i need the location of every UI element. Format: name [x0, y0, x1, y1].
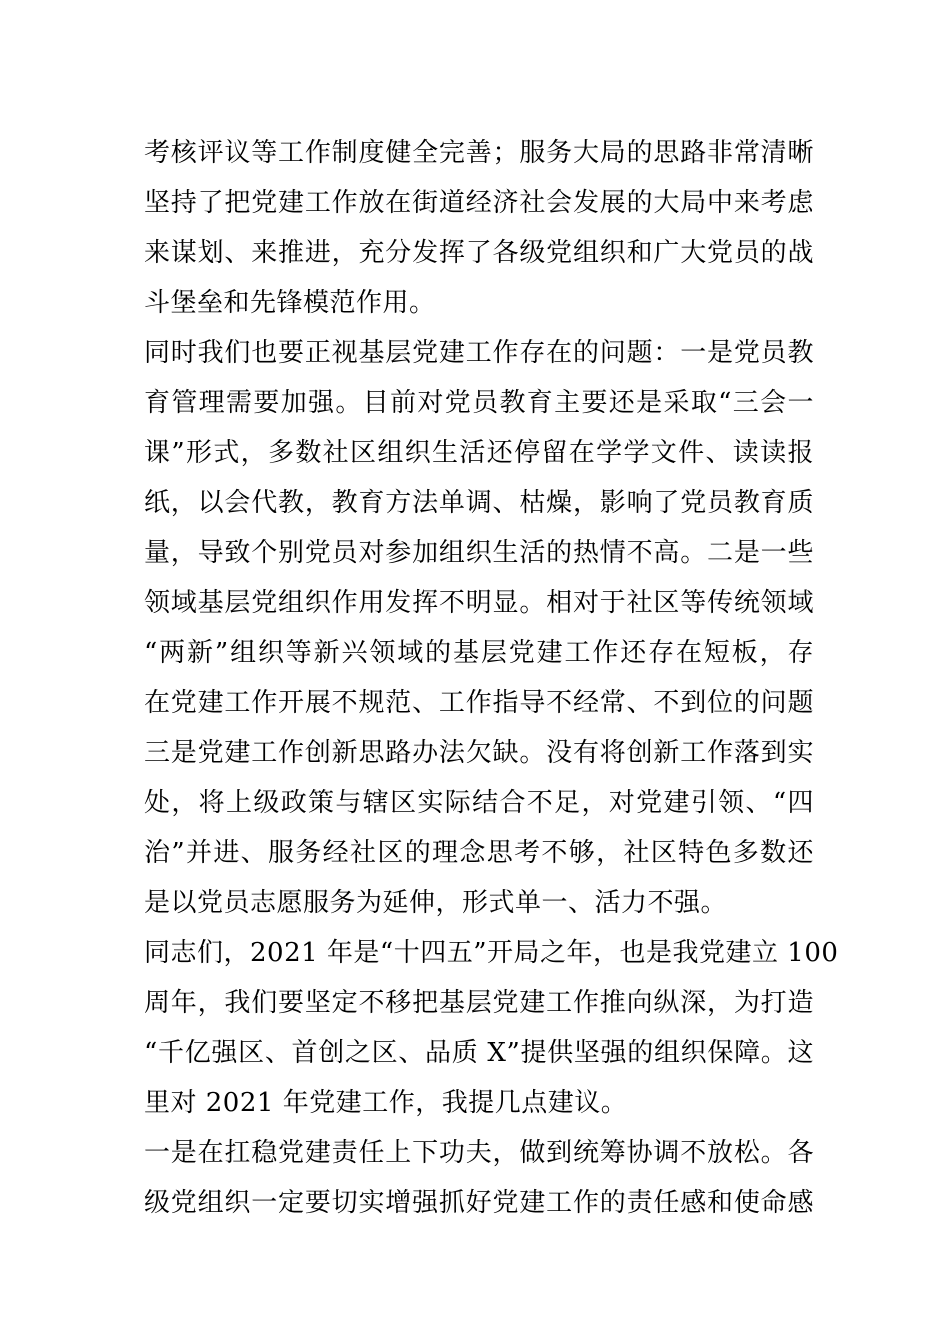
text-line: 考核评议等工作制度健全完善；服务大局的思路非常清晰: [144, 138, 814, 168]
text-line: 课”形式，多数社区组织生活还停留在学学文件、读读报: [144, 438, 814, 468]
text-line: “两新”组织等新兴领域的基层党建工作还存在短板，存: [144, 638, 814, 668]
text-line: 级党组织一定要切实增强抓好党建工作的责任感和使命感: [144, 1188, 814, 1218]
text-line: 周年，我们要坚定不移把基层党建工作推向纵深，为打造: [144, 988, 814, 1018]
text-line: 三是党建工作创新思路办法欠缺。没有将创新工作落到实: [144, 738, 814, 768]
text-line: 领域基层党组织作用发挥不明显。相对于社区等传统领域: [144, 588, 814, 618]
text-line: “千亿强区、首创之区、品质 X”提供坚强的组织保障。这: [144, 1038, 814, 1068]
paragraph: [144, 1128, 814, 1228]
text-line: 同时我们也要正视基层党建工作存在的问题：一是党员教: [144, 338, 814, 368]
paragraph: [144, 928, 839, 1128]
text-line: 育管理需要加强。目前对党员教育主要还是采取“三会一: [144, 388, 814, 418]
text-line: 来谋划、来推进，充分发挥了各级党组织和广大党员的战: [144, 238, 814, 268]
paragraph: [144, 128, 814, 328]
text-line: 纸，以会代教，教育方法单调、枯燥，影响了党员教育质: [144, 488, 814, 518]
text-line: 处，将上级政策与辖区实际结合不足，对党建引领、“四: [144, 788, 814, 818]
text-line: 是以党员志愿服务为延伸，形式单一、活力不强。: [144, 888, 728, 918]
paragraph: [144, 328, 814, 928]
body-text: [144, 128, 839, 1228]
text-line: 坚持了把党建工作放在街道经济社会发展的大局中来考虑: [144, 188, 814, 218]
text-line: 斗堡垒和先锋模范作用。: [144, 288, 436, 318]
text-line: 一是在扛稳党建责任上下功夫，做到统筹协调不放松。各: [144, 1138, 814, 1168]
text-line: 量，导致个别党员对参加组织生活的热情不高。二是一些: [144, 538, 814, 568]
text-line: 里对 2021 年党建工作，我提几点建议。: [144, 1088, 628, 1118]
text-line: 在党建工作开展不规范、工作指导不经常、不到位的问题: [144, 688, 814, 718]
text-line: 治”并进、服务经社区的理念思考不够，社区特色多数还: [144, 838, 814, 868]
text-line: 同志们，2021 年是“十四五”开局之年，也是我党建立 100: [144, 938, 839, 968]
